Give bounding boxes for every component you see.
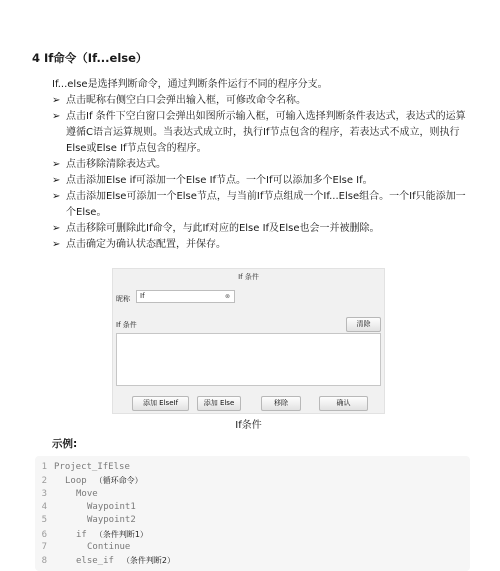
instruction-list — [52, 93, 472, 253]
list-item-text: 点击移除可删除此If命令，与此If对应的Else If及Else也会一并被删除。 — [66, 223, 380, 234]
code-text: else_if — [76, 556, 114, 567]
list-item — [52, 221, 472, 237]
list-item — [52, 157, 472, 173]
condition-input[interactable] — [116, 333, 381, 386]
list-item-text: 点击If 条件下空白窗口会弹出如图所示输入框，可输入选择判断条件表达式，表达式的运算遵循C语言运算规则。当表达式成立时，执行If节点包含的程序，若表达式不成立，则执行Else或Else If节点包含的程序。 — [66, 111, 466, 154]
add-else-button[interactable]: 添加 Else — [197, 396, 241, 411]
list-item — [52, 173, 472, 189]
list-item-text: 点击确定为确认状态配置，并保存。 — [66, 239, 226, 250]
line-number: 1 — [41, 462, 47, 472]
line-number: 7 — [41, 541, 47, 552]
code-text: Waypoint1 — [87, 501, 136, 512]
list-item — [52, 93, 472, 109]
code-text: Continue — [87, 541, 131, 552]
code-line — [35, 528, 148, 541]
list-item-text: 点击添加Else可添加一个Else节点，与当前If节点组成一个If...Else组合。一个If只能添加一个Else。 — [66, 191, 466, 218]
example-label: 示例: — [52, 438, 78, 450]
code-text: Loop — [65, 476, 87, 487]
line-number: 8 — [41, 556, 47, 567]
line-number: 5 — [41, 515, 47, 526]
clear-button[interactable]: 清除 — [346, 317, 381, 332]
arrow-bullet-icon: ➢ — [52, 95, 61, 106]
code-line — [35, 514, 136, 527]
code-line — [35, 554, 175, 567]
code-text: Move — [76, 488, 98, 499]
list-item — [52, 189, 472, 221]
intro-paragraph: If...else是选择判断命令，通过判断条件运行不同的程序分支。 — [52, 79, 328, 90]
line-number: 4 — [41, 501, 47, 512]
figure-caption: If条件 — [235, 420, 262, 431]
code-text: Project_IfElse — [54, 462, 130, 472]
code-comment: （循环命令） — [94, 476, 143, 486]
if-condition-dialog — [112, 268, 385, 414]
condition-label: If 条件 — [116, 321, 137, 329]
code-text: if — [76, 529, 87, 540]
code-line — [35, 488, 98, 501]
arrow-bullet-icon: ➢ — [52, 159, 61, 170]
name-label: 昵称 — [116, 295, 130, 303]
arrow-bullet-icon: ➢ — [52, 223, 61, 234]
arrow-bullet-icon: ➢ — [52, 239, 61, 250]
arrow-bullet-icon: ➢ — [52, 175, 61, 186]
code-line — [35, 541, 130, 554]
list-item — [52, 109, 472, 157]
remove-button[interactable]: 移除 — [261, 396, 301, 411]
code-text: Waypoint2 — [87, 515, 136, 526]
line-number: 3 — [41, 488, 47, 499]
code-comment: （条件判断2） — [121, 556, 176, 566]
code-comment: （条件判断1） — [94, 529, 148, 539]
dialog-title: If 条件 — [238, 273, 259, 281]
list-item-text: 点击添加Else if可添加一个Else If节点。一个If可以添加多个Else If。 — [66, 175, 373, 186]
code-line — [35, 461, 130, 474]
section-heading: 4 If命令（If...else） — [32, 51, 148, 65]
line-number: 6 — [41, 529, 47, 540]
list-item — [52, 237, 472, 253]
arrow-bullet-icon: ➢ — [52, 191, 61, 202]
name-input[interactable] — [136, 290, 235, 303]
list-item-text: 点击移除清除表达式。 — [66, 159, 166, 170]
clear-input-icon[interactable]: ⊗ — [224, 293, 231, 300]
add-elseif-button[interactable]: 添加 ElseIf — [132, 396, 189, 411]
code-block — [35, 456, 470, 571]
name-input-value: If — [140, 292, 145, 300]
line-number: 2 — [41, 476, 47, 487]
code-line — [35, 474, 143, 487]
code-line — [35, 501, 136, 514]
list-item-text: 点击昵称右侧空白口会弹出输入框，可修改命令名称。 — [66, 95, 306, 106]
arrow-bullet-icon: ➢ — [52, 111, 61, 122]
confirm-button[interactable]: 确认 — [319, 396, 368, 411]
